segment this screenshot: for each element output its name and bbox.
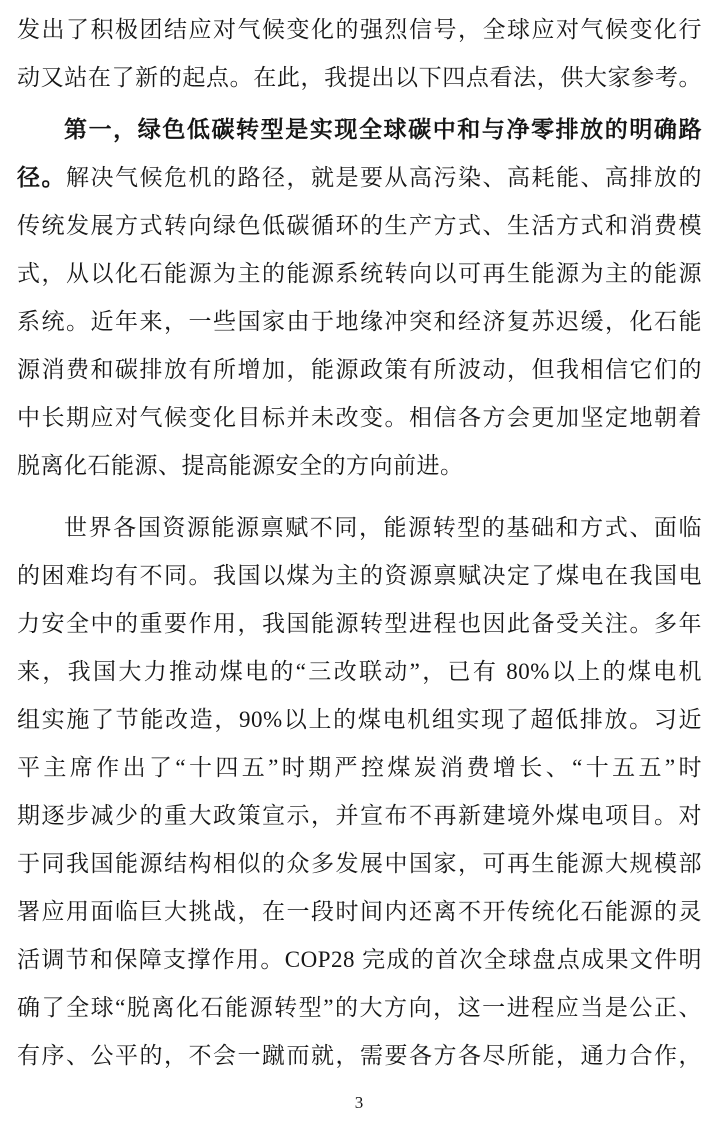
paragraph-start-line: 世界各国资源能源禀赋不同，能源转型的基础和方式、面临 bbox=[64, 515, 702, 540]
text-line: 系统。近年来，一些国家由于地缘冲突和经济复苏迟缓，化石能 bbox=[17, 309, 702, 334]
text-line: 发出了积极团结应对气候变化的强烈信号，全球应对气候变化行 bbox=[17, 17, 702, 42]
text-line: 于同我国能源结构相似的众多发展中国家，可再生能源大规模部 bbox=[17, 851, 702, 876]
text-line: 组实施了节能改造，90%以上的煤电机组实现了超低排放。习近 bbox=[17, 707, 702, 732]
text-line: 的困难均有不同。我国以煤为主的资源禀赋决定了煤电在我国电 bbox=[17, 563, 702, 588]
text-line: 署应用面临巨大挑战，在一段时间内还离不开传统化石能源的灵 bbox=[17, 899, 702, 924]
text-line: 平主席作出了“十四五”时期严控煤炭消费增长、“十五五”时 bbox=[17, 755, 702, 780]
text-line: 来，我国大力推动煤电的“三改联动”，已有 80%以上的煤电机 bbox=[17, 659, 702, 684]
text-line: 力安全中的重要作用，我国能源转型进程也因此备受关注。多年 bbox=[17, 611, 702, 636]
text-line: 传统发展方式转向绿色低碳循环的生产方式、生活方式和消费模 bbox=[17, 213, 702, 238]
section-heading-tail: 径。 bbox=[17, 165, 66, 190]
text-line: 有序、公平的，不会一蹴而就，需要各方各尽所能，通力合作， bbox=[17, 1043, 702, 1068]
text-line: 动又站在了新的起点。在此，我提出以下四点看法，供大家参考。 bbox=[17, 65, 702, 90]
text-line: 式，从以化石能源为主的能源系统转向以可再生能源为主的能源 bbox=[17, 261, 702, 286]
text-line: 中长期应对气候变化目标并未改变。相信各方会更加坚定地朝着 bbox=[17, 405, 702, 430]
text-line: 源消费和碳排放有所增加，能源政策有所波动，但我相信它们的 bbox=[17, 357, 702, 382]
paragraph-end-line: 脱离化石能源、提高能源安全的方向前进。 bbox=[17, 453, 464, 478]
section-heading-line: 第一，绿色低碳转型是实现全球碳中和与净零排放的明确路 bbox=[64, 117, 702, 142]
text-line-segment: 解决气候危机的路径，就是要从高污染、高耗能、高排放的 bbox=[66, 165, 702, 190]
text-line bbox=[17, 154, 702, 202]
text-line: 确了全球“脱离化石能源转型”的大方向，这一进程应当是公正、 bbox=[17, 995, 702, 1020]
page-number: 3 bbox=[354, 1093, 364, 1112]
text-line: 活调节和保障支撑作用。COP28 完成的首次全球盘点成果文件明 bbox=[17, 947, 702, 972]
text-line: 期逐步减少的重大政策宣示，并宣布不再新建境外煤电项目。对 bbox=[17, 803, 702, 828]
document-body bbox=[17, 6, 702, 1080]
